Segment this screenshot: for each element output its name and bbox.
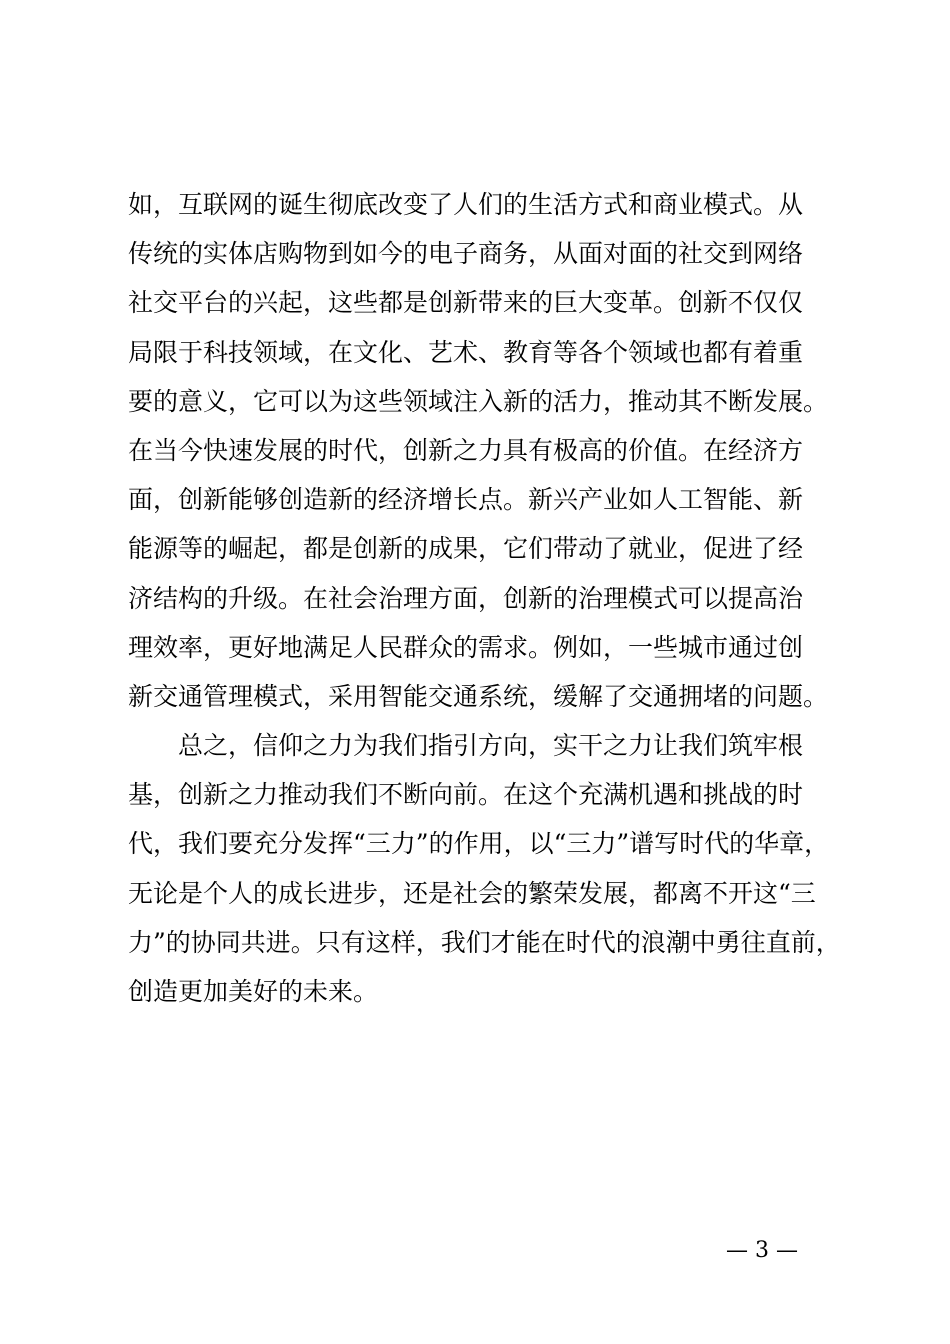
text-line: 能源等的崛起，都是创新的成果，它们带动了就业，促进了经 xyxy=(128,534,804,564)
text-line: 基，创新之力推动我们不断向前。在这个充满机遇和挑战的时 xyxy=(128,780,804,810)
text-line: 新交通管理模式，采用智能交通系统，缓解了交通拥堵的问题。 xyxy=(128,681,829,711)
document-body xyxy=(128,180,858,1016)
text-line: 社交平台的兴起，这些都是创新带来的巨大变革。创新不仅仅 xyxy=(128,288,804,318)
text-line: 济结构的升级。在社会治理方面，创新的治理模式可以提高治 xyxy=(128,583,804,613)
text-line: 传统的实体店购物到如今的电子商务，从面对面的社交到网络 xyxy=(128,239,804,269)
text-line: 在当今快速发展的时代，创新之力具有极高的价值。在经济方 xyxy=(128,435,804,465)
text-line: 如，互联网的诞生彻底改变了人们的生活方式和商业模式。从 xyxy=(128,190,804,219)
text-line: 理效率，更好地满足人民群众的需求。例如，一些城市通过创 xyxy=(128,632,804,662)
text-line: 创造更加美好的未来。 xyxy=(128,977,379,1006)
paragraph-1 xyxy=(128,180,858,721)
text-line: 力”的协同共进。只有这样，我们才能在时代的浪潮中勇往直前， xyxy=(128,927,841,957)
text-line: 局限于科技领域，在文化、艺术、教育等各个领域也都有着重 xyxy=(128,337,804,367)
text-line: 代，我们要充分发挥“三力”的作用，以“三力”谱写时代的华章， xyxy=(128,829,830,859)
text-line: 面，创新能够创造新的经济增长点。新兴产业如人工智能、新 xyxy=(128,485,804,515)
paragraph-2 xyxy=(128,721,858,1016)
page-number: — 3 — xyxy=(726,1238,798,1263)
text-line: 要的意义，它可以为这些领域注入新的活力，推动其不断发展。 xyxy=(128,386,829,416)
text-line: 无论是个人的成长进步，还是社会的繁荣发展，都离不开这“三 xyxy=(128,878,816,908)
text-line: 总之，信仰之力为我们指引方向，实干之力让我们筑牢根 xyxy=(178,731,804,761)
